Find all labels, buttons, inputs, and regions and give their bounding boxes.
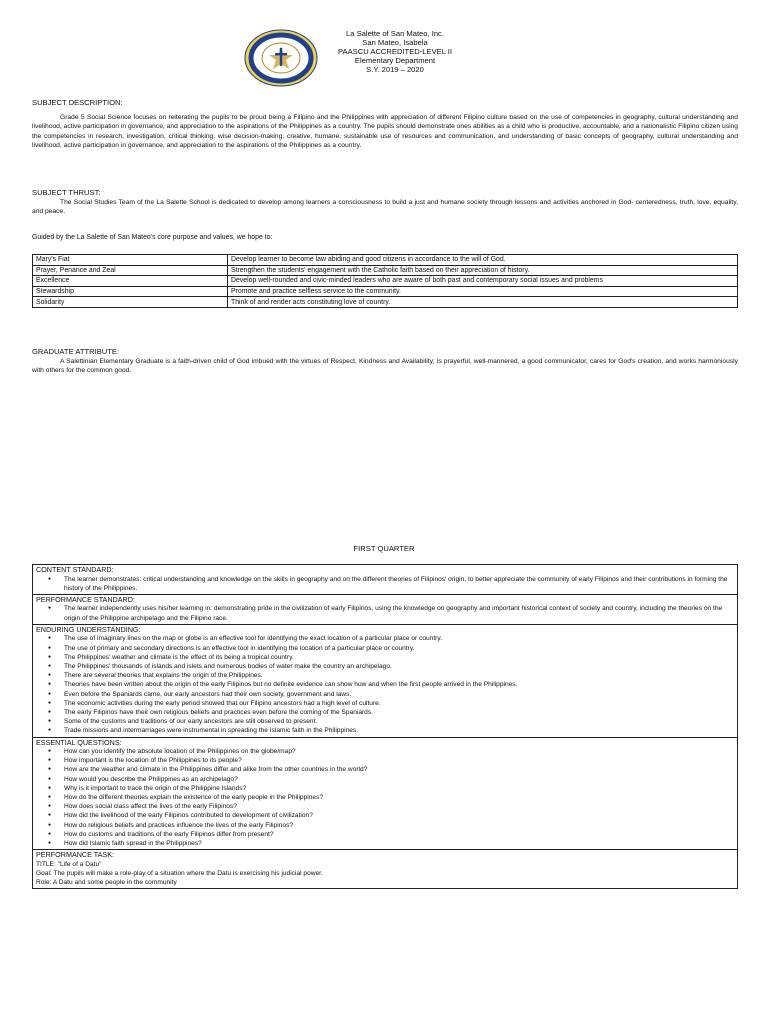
core-value: Prayer, Penance and Zeal — [33, 265, 228, 276]
table-row — [33, 255, 738, 266]
performance-task-role: Role: A Datu and some people in the community — [36, 879, 177, 887]
list-item: ● There are several theories that explains the origin of the Philippines. — [64, 671, 734, 680]
quarter-title: FIRST QUARTER — [353, 544, 415, 553]
school-header — [300, 30, 490, 75]
list-item: ● How are the weather and climate in the Philippines differ and alike from the other countries in the world? — [64, 765, 734, 774]
content-standard-row — [33, 565, 738, 595]
core-value-description: Promote and practice selfless service to the community. — [228, 286, 738, 297]
core-value-description: Strengthen the students' engagement with the Catholic faith based on their appreciation of history. — [228, 265, 738, 276]
list-item: ● How important is the location of the Philippines to its people? — [64, 756, 734, 765]
list-item: ● The Philippines' thousands of islands and islets and numerous bodies of water make the country an archipelago. — [64, 662, 734, 671]
graduate-attribute-label: GRADUATE ATTRIBUTE: — [32, 347, 120, 356]
graduate-attribute-text: A Salettinian Elementary Graduate is a faith-driven child of God imbued with the virtues of Respect, Kindness and Availability; is prayerful, well-mannered, a good communicator, cares for God's creation, and works harmoniously with others for the common good. — [32, 358, 738, 375]
table-row — [33, 276, 738, 287]
list-item: ● The economic activities during the early period showed that our Filipino ancestors had a high level of culture. — [64, 699, 734, 708]
list-item: ● The learner demonstrates: critical understanding and knowledge on the skills in geography and on the different theories of Filipinos' origin, to better appreciate the community of early Filipinos and their contributions in forming the history of the Philippines. — [64, 575, 734, 593]
core-value-description: Think of and render acts constituting love of country. — [228, 297, 738, 308]
essential-questions-label: ESSENTIAL QUESTIONS: — [36, 737, 122, 747]
subject-thrust-text: The Social Studies Team of the La Salette School is dedicated to develop among learners a consciousness to build a just and humane society through lessons and activities anchored in God- centeredness, truth, love, equality, and peace. — [32, 199, 738, 216]
list-item: ● Even before the Spaniards came, our early ancestors had their own society, government and laws. — [64, 690, 734, 699]
list-item: ● How do religious beliefs and practices influence the lives of the early Filipinos? — [64, 821, 734, 830]
table-row — [33, 286, 738, 297]
performance-task-goal: Goal: The pupils will make a role-play of a situation where the Datu is exercising his judicial power. — [36, 869, 323, 877]
core-value: Mary's Fiat — [33, 255, 228, 266]
core-values-table — [32, 254, 738, 308]
enduring-understanding-list — [36, 634, 734, 735]
list-item: ● The use of imaginary lines on the map or globe is an effective tool for identifying the exact location of a particular place or country. — [64, 634, 734, 643]
school-name: La Salette of San Mateo, Inc. — [346, 29, 444, 38]
subject-description-label: SUBJECT DESCRIPTION: — [32, 98, 123, 107]
list-item: ● Theories have been written about the origin of the early Filipinos but no definite evidence can show how and when the first people arrived in the Philippines. — [64, 680, 734, 689]
performance-standard-label: PERFORMANCE STANDARD: — [36, 594, 135, 604]
core-value: Stewardship — [33, 286, 228, 297]
school-year: S.Y. 2019 – 2020 — [366, 64, 424, 74]
accreditation: PAASCU ACCREDITED-LEVEL II — [338, 46, 452, 56]
table-row — [33, 265, 738, 276]
list-item: ● Some of the customs and traditions of our early ancestors are still observed to present. — [64, 717, 734, 726]
list-item: ● The early Filipinos have their own religious beliefs and practices even before the coming of the Spaniards. — [64, 708, 734, 717]
first-quarter-table — [32, 564, 738, 889]
subject-thrust-label: SUBJECT THRUST: — [32, 188, 101, 197]
enduring-understanding-label: ENDURING UNDERSTANDING: — [36, 624, 141, 634]
performance-task-row — [33, 850, 738, 889]
core-value: Excellence — [33, 276, 228, 287]
essential-questions-row — [33, 737, 738, 850]
list-item: ● The learner independently uses his/her learning in: demonstrating pride in the civilization of early Filipinos, using the knowledge on geography and important historical context of society and country, including the theories on the origin of the Philippine archipelago and the Filipino race. — [64, 604, 734, 622]
core-values-intro: Guided by the La Salette of San Mateo's core purpose and values, we hope to: — [32, 234, 273, 241]
performance-task-label: PERFORMANCE TASK: — [36, 850, 115, 860]
table-row — [33, 297, 738, 308]
list-item: ● How did the livelihood of the early Filipinos contributed to development of civilization? — [64, 811, 734, 820]
department: Elementary Department — [354, 55, 436, 65]
core-value-description: Develop learner to become law abiding and good citizens in accordance to the will of God. — [228, 255, 738, 266]
essential-questions-list — [36, 747, 734, 848]
list-item: ● Why is it important to trace the origin of the Philippine Islands? — [64, 784, 734, 793]
performance-standard-row — [33, 594, 738, 624]
content-standard-list — [36, 575, 734, 593]
list-item: ● Trade missions and intermarriages were instrumental in spreading the Islamic faith in the Philippines. — [64, 726, 734, 735]
list-item: ● How does social class affect the lives of the early Filipinos? — [64, 802, 734, 811]
list-item: ● How do the different theories explain the existence of the early people in the Philippines? — [64, 793, 734, 802]
list-item: ● How would you describe the Philippines as an archipelago? — [64, 775, 734, 784]
performance-standard-list — [36, 604, 734, 622]
school-location: San Mateo, Isabela — [362, 37, 428, 47]
enduring-understanding-row — [33, 624, 738, 737]
subject-description-text: Grade 5 Social Science focuses on reiterating the pupils to be proud being a Filipino and the Philippines with appreciation of different Filipino culture based on the use of competencies in geography, cultural understanding and livelihood, active participation in governance, and appreciation to the aspirations of the Philippines as a country. The pupils should demonstrate ones abilities as a child who is productive, accountable, and a nationalistic Filipino citizen using the competencies in research, investigation, critical thinking, wise decision-making, creative, humane, sustainable use of resources and communication, and understanding of basic concepts of geography, cultural understanding and livelihood, active participation in governance, and appreciation to the aspirations of the Philippines as a country. — [32, 114, 738, 150]
list-item: ● How did Islamic faith spread in the Philippines? — [64, 839, 734, 848]
content-standard-label: CONTENT STANDARD: — [36, 565, 114, 574]
list-item: ● How do customs and traditions of the early Filipinos differ from present? — [64, 830, 734, 839]
list-item: ● The use of primary and secondary directions is an effective tool in identifying the location of a particular place or country. — [64, 644, 734, 653]
list-item: ● How can you identify the absolute location of the Philippines on the globe/map? — [64, 747, 734, 756]
core-value-description: Develop well-rounded and civic-minded leaders who are aware of both past and contemporary social issues and problems — [228, 276, 738, 287]
performance-task-title: TITLE: "Life of a Datu" — [36, 860, 102, 868]
core-value: Solidarity — [33, 297, 228, 308]
list-item: ● The Philippines' weather and climate is the effect of its being a tropical country. — [64, 653, 734, 662]
